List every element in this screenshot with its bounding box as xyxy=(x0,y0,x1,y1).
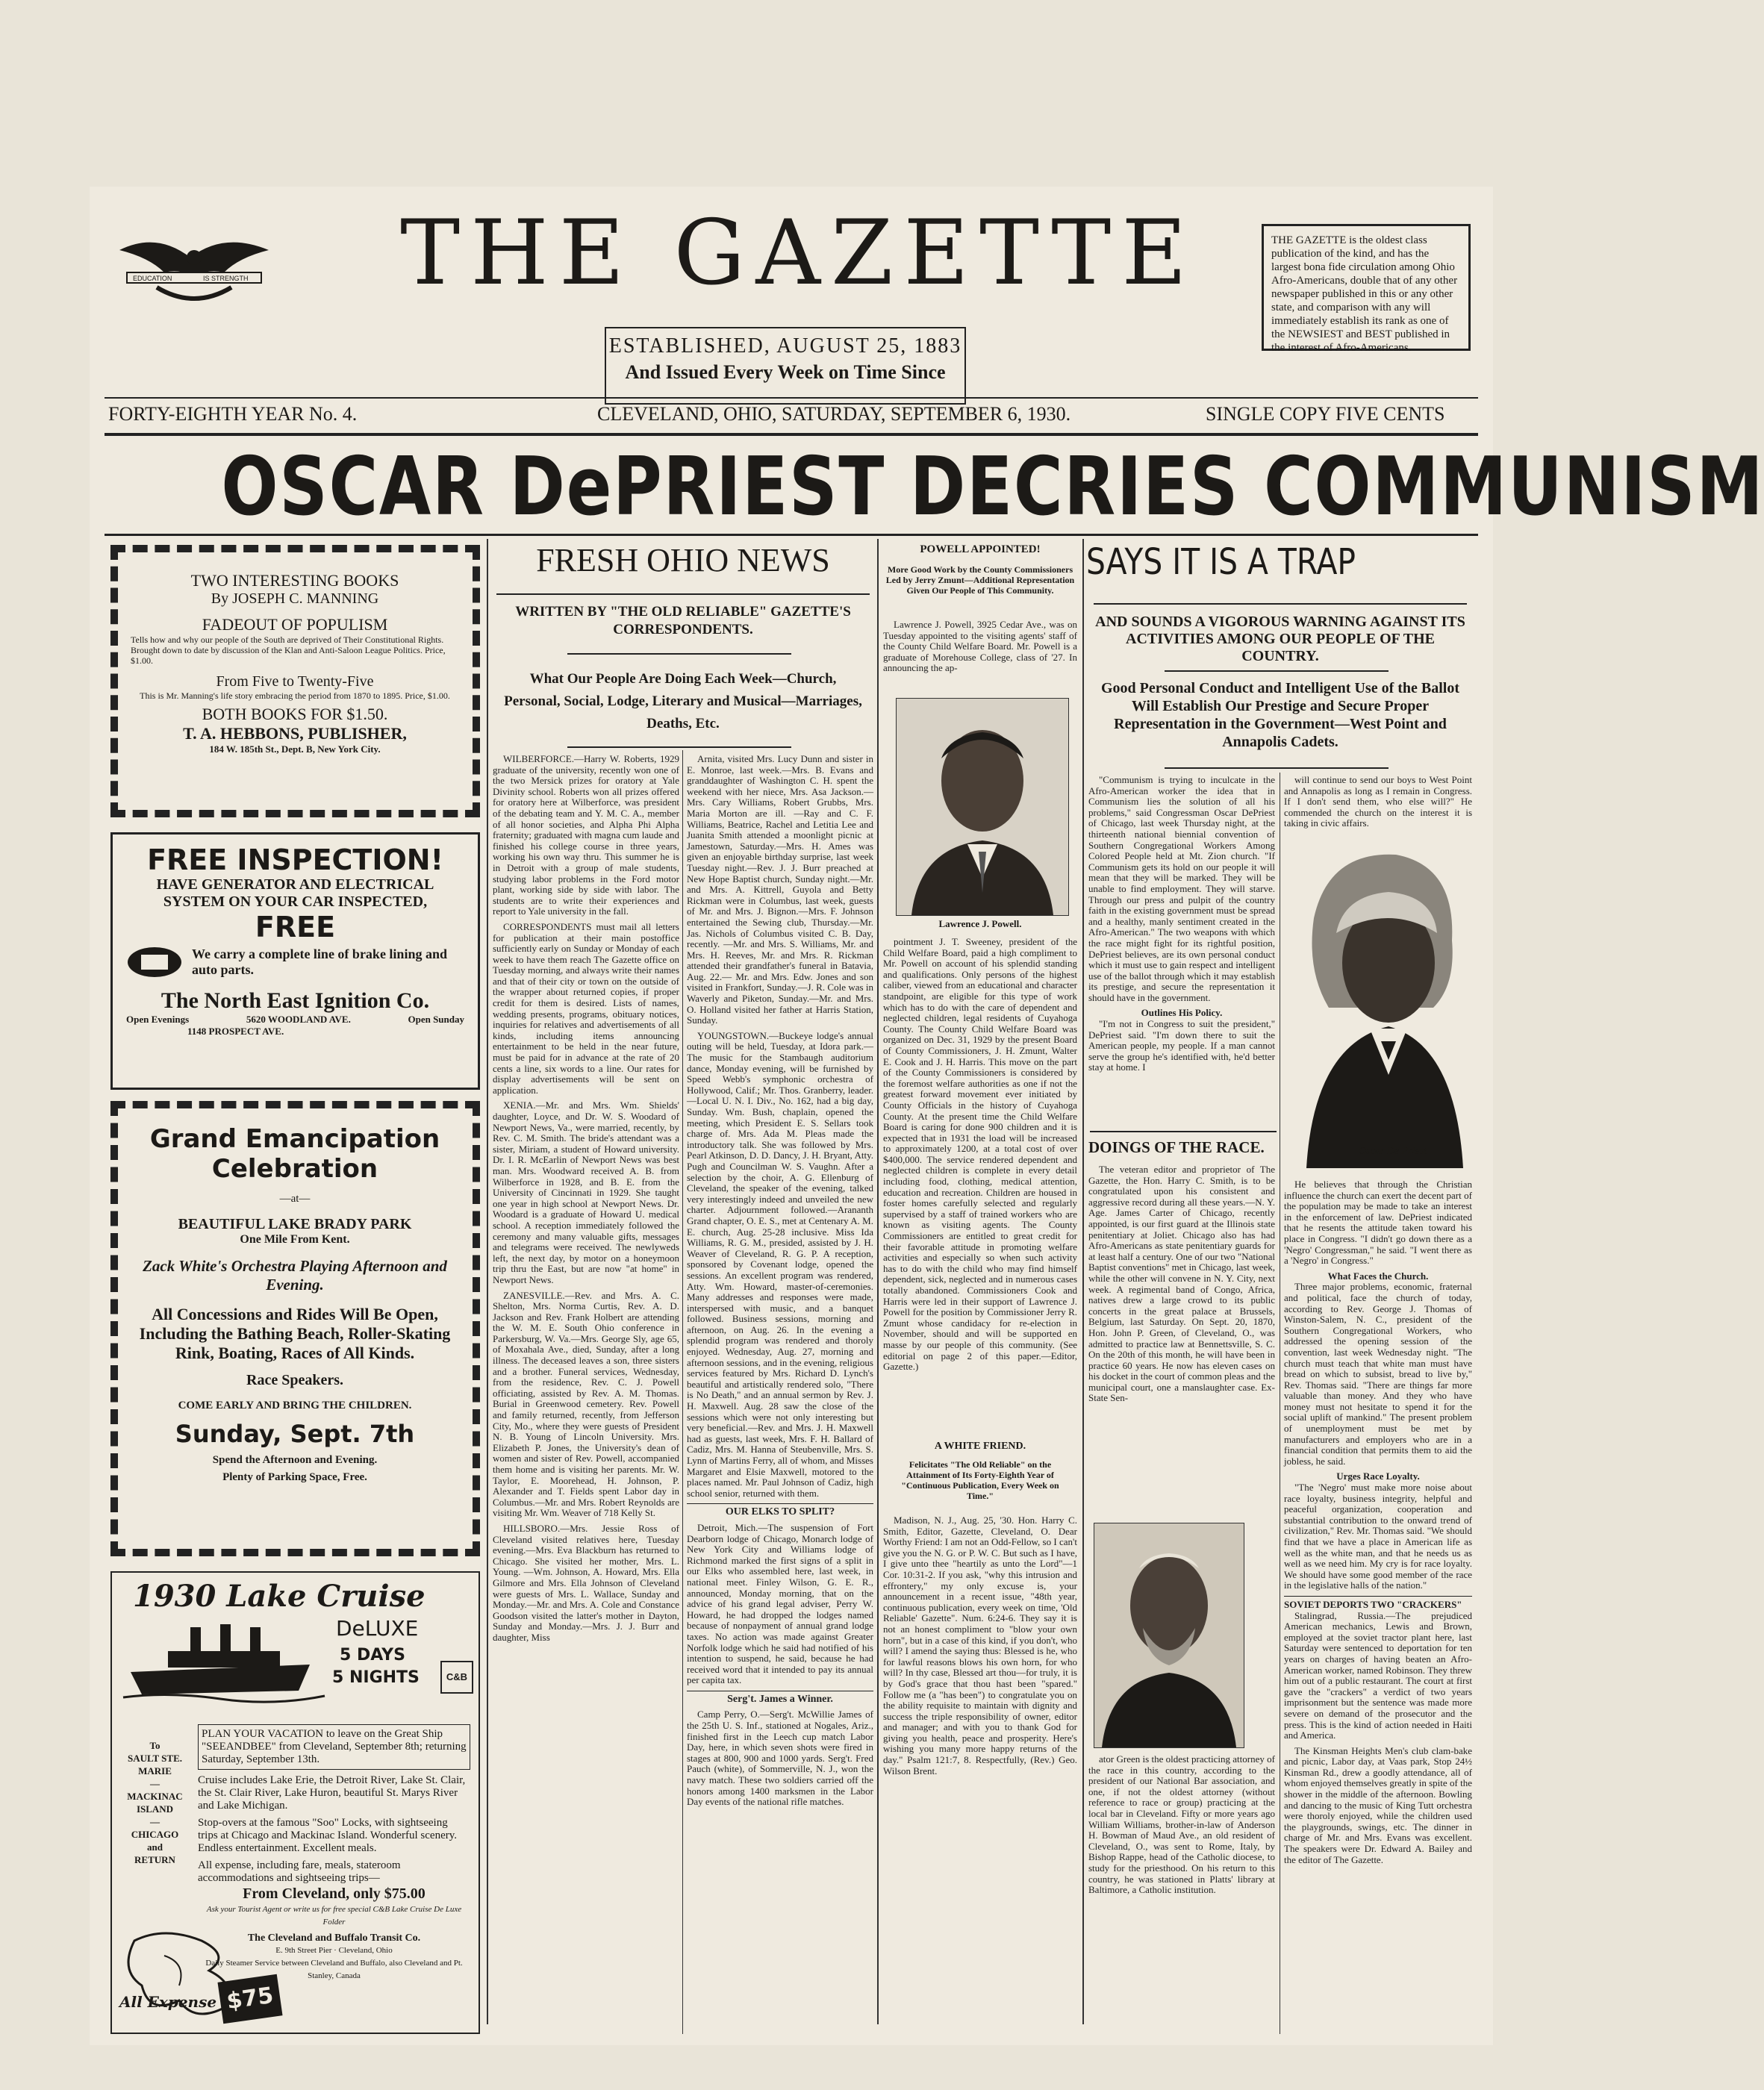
fresh-ohio-column-1 xyxy=(493,754,679,2038)
doings-headline: DOINGS OF THE RACE. xyxy=(1088,1138,1265,1156)
emancipation-title2: Celebration xyxy=(211,1154,378,1184)
news-paragraph: ZANESVILLE.—Rev. and Mrs. A. C. Shelton, Mrs. Norma Curtis, Rev. A. D. Jackson and Rev. Frank Holbert are attending the W. M. E. South Ohio conference in Parkersburg, W. Va.—Mrs. George Sly, age 65, of Moxahala Ave., died, Sunday, after a long illness. The deceased leaves a son, three sisters and a brother. Funeral services, Wednesday, from the residence, Rev. C. J. Powell officiating, assisted by Rev. A. M. Thomas. Burial in Greenwood cemetery. Rev. Powell and family returned, recently, from Jefferson City, Mo., where they were guests of President N. B. Young of Lincoln University. Mrs. Elizabeth P. Jones, the University's dean of women and sister of Rev. Powell, accompanied them home and is visiting her parents. Mr. W. Taylor, E. Moorehead, H. Johnson, P. Alexander and T. Fields spent Labor day in Columbus.—Mr. and Mrs. Robert Reynolds are visiting Mr. Wm. Weaver of 718 Kelly St. xyxy=(493,1289,679,1519)
fresh-ohio-byline: WRITTEN BY "THE OLD RELIABLE" GAZETTE'S CORRESPONDENTS. xyxy=(515,604,851,637)
elks-headline: OUR ELKS TO SPLIT? xyxy=(687,1503,873,1518)
powell-intro: Lawrence J. Powell, 3925 Cedar Ave., was on Tuesday appointed to the visiting agents' staff of the County Child Welfare Board. Mr. Powell is a graduate of Morehouse College, class of '27. In announcing the ap- xyxy=(883,619,1077,674)
inspection-line2: We carry a complete line of brake lining and auto parts. xyxy=(192,946,447,977)
battery-icon xyxy=(125,943,184,981)
dateline-center: CLEVELAND, OHIO, SATURDAY, SEPTEMBER 6, 1930. xyxy=(597,403,1071,425)
faces-headline: What Faces the Church. xyxy=(1327,1270,1429,1282)
friend-article xyxy=(883,1515,1077,2030)
portrait-man-icon xyxy=(897,699,1068,915)
books-line1: TWO INTERESTING BOOKS xyxy=(190,571,399,590)
doings-article-cont xyxy=(1088,1754,1275,2030)
cruise-expense: All expense, including fare, meals, stateroom accommodations and sightseeing trips— xyxy=(198,1859,401,1884)
powell-deck: More Good Work by the County Commissioners Led by Jerry Zmunt—Additional Representation Given Our People of This Community. xyxy=(885,564,1075,596)
inspection-company: The North East Ignition Co. xyxy=(160,988,430,1013)
cruise-agents: Ask your Tourist Agent or write us for free special C&B Lake Cruise De Luxe Folder xyxy=(206,1905,462,1927)
cruise-deluxe: DeLUXE xyxy=(336,1616,419,1641)
news-paragraph: WILBERFORCE.—Harry W. Roberts, 1929 graduate of the university, recently won one of the two Mersick prizes for oratory at Yale Divinity school. Roberts won all prizes offered for oratory here at Wilberforce, was president of the debating team and Y. M. C. A., member of all honor societies, and Alpha Phi Alpha fraternity; graduated with magna cum laude and finished his college course in three years, working his own way thru. This summer he is in Detroit with a group of male students, studying labor problems in the Ford motor plant, working side by side with labor. The students are to write their experiences and report to Yale university in the fall. xyxy=(493,753,679,917)
established-since: And Issued Every Week on Time Since xyxy=(625,361,946,383)
cruise-price: From Cleveland, only $75.00 xyxy=(243,1885,426,1902)
news-paragraph: Arnita, visited Mrs. Lucy Dunn and sister in E. Monroe, last week.—Mrs. B. Evans and granddaughter of Washington C. H. spent the weekend with her niece, Mrs. Asa Jackson.—Mrs. Cary Williams, Robert Grubbs, Mrs. Maria Morton are ill. —Ray and C. F. Williams, Beatrice, Rachel and Letitia Lee and Juanita Smith attended a moonlight picnic at Jamestown, Saturday.—Mrs. H. Ames was given an enjoyable birthday surprise, last week Tuesday night.—Rev. J. J. Burr preached at New Hope Baptist church, Sunday night.—Mr. and Mrs. A. Kittrell, Guyola and Betty Rickman were in Columbus, last week, guests of Mr. and Mrs. J. Bignon.—Mrs. F. Johnson entertained the Sewing club, Thursday.—Mr. Jas. Nichols of Columbus visited C. B. Day, recently. —Mr. and Mrs. S. Williams, Mr. and Mrs. H. Reeves, Mr. and Mrs. R. Rickman attended their grandfather's funeral in Batavia, Aug. 22.— Mr. and Mrs. Edw. Jones and son visited in Frankfort, Sunday.—J. R. Cole was in Waverly and Piketon, Sunday.—Mr. and Mrs. O. Holland visited her father at Harris Station, Sunday. xyxy=(687,753,873,1026)
kinsman-text: The Kinsman Heights Men's club clam-bake and picnic, Labor day, at Vaas park, Stop 24½ Kinsman Rd., drew a goodly attendance, all of whom enjoyed themselves greatly in spite of the shower in the middle of the afternoon. Bowling and dancing to the music of King Tutt orchestra were thoroly enjoyed, while the children used the playgrounds, swings, etc. The dinner in charge of Mr. and Mrs. Evans was excellent. The speakers were Dr. Edward A. Bailey and the editor of The Gazette. xyxy=(1284,1744,1472,1865)
depriest-caption: Oscar De Priest xyxy=(1359,1146,1427,1157)
inspection-address2: 1148 PROSPECT AVE. xyxy=(187,1026,284,1037)
cruise-company-addr: E. 9th Street Pier · Cleveland, Ohio xyxy=(275,1946,393,1955)
emancipation-parking: Plenty of Parking Space, Free. xyxy=(222,1471,367,1483)
news-paragraph: YOUNGSTOWN.—Buckeye lodge's annual outing will be held, Tuesday, at Idora park.—The music for the Stambaugh auditorium dance, Monday evening, will be furnished by Speed Webb's symphonic orchestra of Hollywood, Calif.; Mr. Thos. Granberry, leader.—Local U. N. I. Div., No. 162, had a big day, Sunday. Wm. Bush, chaplain, opened the meeting, which President E. S. Sellars took charge of. Mrs. Ada M. Pleas made the introductory talk. She was followed by Mrs. Pearl Atkinson, D. D. Dancy, J. H. Bryant, Atty. Pugh and Councilman W. S. Vaughn. After a selection by the choir, A. G. Ellenburg of Cleveland, the speaker of the evening, talked very interestingly indeed and unveiled the new charter. Adjournment followed.—Arananth Grand chapter, O. E. S., met at Centenary A. M. E. church, Aug. 25-28 inclusive. Miss Ida Williams, R. G. M., presided, assisted by J. H. Weaver of Cleveland, R. G. P. A reception, sponsored by Covenant lodge, opened the sessions. An excellent program was rendered, Atty. Wm. Howard, master-of-ceremonies. Many addresses and responses were made, interspersed with music, and a banquet followed. Business sessions, morning and afternoon, on Aug. 26. In the evening a splendid program was rendered and thoroly enjoyed. Wednesday, Aug. 27, morning and afternoon sessions, and in the evening, religious services featured by Mrs. Richard D. Lynch's beautiful and artistically rendered solo, "There is No Death," and an annual sermon by Rev. J. H. Maxwell. Aug. 28 saw the close of the sessions which were not only interesting but very beneficial.—Rev. and Mrs. J. H. Maxwell had as guests, last week, Mrs. F. H. Ballard of Cadiz, Mrs. M. Hanna of Steubenville, Mrs. S. Lynn of Martins Ferry, all of whom, and Misses Margaret and Elsie Maxwell, motored to the places named. Mr. Paul Johnson of Cadiz, high school senior, returned with them. xyxy=(687,1029,873,1499)
trap-column-a xyxy=(1088,775,1275,1126)
trap-col-b2-text: He believes that through the Christian influence the church can exert the decent part of the population may be made to take an interest in the enforcement of law. DePriest indicated that he resents the attitude taken toward his place in Congress. "I didn't go down there as a 'Negro' Congressman," he said. "I went there as a 'Negro' in Congress." xyxy=(1284,1179,1472,1267)
emancipation-date: Sunday, Sept. 7th xyxy=(175,1420,415,1448)
green-portrait xyxy=(1094,1523,1244,1748)
cruise-route-item: To xyxy=(149,1740,160,1751)
urges-headline: Urges Race Loyalty. xyxy=(1336,1470,1420,1482)
books-author: By JOSEPH C. MANNING xyxy=(211,590,379,607)
powell-body: pointment J. T. Sweeney, president of the Child Welfare Board, paid a high compliment to Mr. Powell on account of his splendid standing and qualifications. Only persons of the highest caliber, viewed from an educational and character standpoint, are eligible for this type of work which has to do with the care of dependent and neglected children, legal residents of Cuyahoga County. The County Child Welfare Board was organized on Dec. 31, 1929 by the present Board of County Commissioners, J. H. Zmunt, Walter E. Cook and J. H. Harris. This move on the part of the County Commissioners is considered by the foremost welfare authorities as one if not the greatest forward movement ever initiated by County Officials in the history of Cuyahoga County. At the present time the Child Welfare Board is caring for done 900 children and it is expected that in 1931 the load will be increased to approximately 1200, at a total cost of over $400,000. The service rendered dependent and neglected children is complete in every detail including food, clothing, medical attention, education and recreation. Children are housed in foster homes carefully selected and regularly supervised by a staff of trained workers who are known as visiting agents. The County Commissioners are entitled to great credit for their favorable attitude in promoting welfare activities and especially so when such activity has to do with the child who may find himself dependent, sick, neglected and in numerous cases totally abandoned. Commissioners Cook and Harris were led in their support of Lawrence J. Powell for the position by Commissioner Jerry R. Zmunt whose candidacy for re-election in November, should and will be supported en masse by our people of this community. (See editorial on page 2 of this paper.—Editor, Gazette.) xyxy=(883,936,1077,1373)
depriest-portrait xyxy=(1284,836,1472,1168)
cruise-nights: 5 NIGHTS xyxy=(332,1668,420,1687)
trap-column-b2 xyxy=(1284,1179,1472,2030)
trap-deck1: AND SOUNDS A VIGOROUS WARNING AGAINST ITS ACTIVITIES AMONG OUR PEOPLE OF THE COUNTRY. xyxy=(1095,614,1465,664)
main-headline: OSCAR DePRIEST DECRIES COMMUNISM xyxy=(221,440,1764,534)
books-title1: FADEOUT OF POPULISM xyxy=(202,615,388,634)
inspection-free: FREE xyxy=(255,911,336,943)
inspection-hours-right: Open Sunday xyxy=(408,1014,464,1025)
news-paragraph: CORRESPONDENTS must mail all letters for publication at their main postoffice sufficiently early on Sunday or Monday of each week to have them reach The Gazette office on Tuesday morning, and always write their names and that of their city or town on the outside of the wrapper about returned copies, if proper credit for them is desired. Lists of names, wedding presents, programs, obituary notices, inquiries for relatives and advertisements of all kinds, including items announcing entertainment to be held in the near future, must be paid for in advance at the rate of 20 cents a line, six words to a line. Our rates for display advertisements will be sent on application. xyxy=(493,920,679,1096)
inspection-title: FREE INSPECTION! xyxy=(147,843,443,876)
news-paragraph: HILLSBORO.—Mrs. Jessie Ross of Cleveland visited relatives here, Tuesday evening.—Mrs. Eva Blackburn has returned to Chicago. She visited her mother, Mrs. L. Young. —Wm. Johnson, A. Howard, Mrs. Ella Gilmore and Mrs. Ella Johnson of Cleveland were guests of Mrs. L. Wallace, Sunday and Monday.—Mr. and Mrs. A. Cole and Constance Goodson visited the latter's mother in Dayton, Sunday and Monday.—Mrs. J. J. Burr and daughter, Miss xyxy=(493,1522,679,1643)
powell-article xyxy=(883,937,1077,1433)
inspection-ad xyxy=(110,832,480,1090)
fresh-ohio-column-2 xyxy=(687,754,873,2038)
emblem-left-text: EDUCATION xyxy=(133,275,172,282)
portrait-elder-icon xyxy=(1094,1523,1244,1747)
emancipation-concessions: All Concessions and Rides Will Be Open, Including the Bathing Beach, Roller-Skating Rink, Boating, Races of All Kinds. xyxy=(139,1305,451,1362)
inspection-address1: 5620 WOODLAND AVE. xyxy=(246,1014,351,1025)
books-desc1: Tells how and why our people of the South are deprived of Their Constitutional Rights. Brought down to date by discussion of the Klan and Anti-Saloon League Politics. Price, $1.00. xyxy=(131,634,446,666)
cruise-title: 1930 Lake Cruise xyxy=(133,1579,426,1614)
soviet-headline: SOVIET DEPORTS TWO "CRACKERS" xyxy=(1284,1596,1472,1611)
trap-col-a-text: "Communism is trying to inculcate in the Afro-American worker the idea that in Communism lies the solution of all his problems," said Congressman Oscar DePriest of Chicago, last week Thursday night, at the thirteenth national biennial convention of Southern Congregational Workers Among Colored People held at Mt. Zion church. "If Communism gets its hold on our people it will mean that they will be marked. They will be unable to find employment. They will starve. Through our press and pulpit of the country faith in the existing government must be spread and a healthy, manly sentiment created in the Afro-American." The two weapons with which the race might fight for its rightful position, DePriest believes, are its own personal conduct which it must use to gain respect and intelligent use of the ballot through which it may establish its prestige, and secure the representation it should have in the government. xyxy=(1088,774,1275,1003)
portrait-depriest-icon xyxy=(1284,836,1472,1168)
emancipation-orchestra: Zack White's Orchestra Playing Afternoon and Evening. xyxy=(143,1257,447,1294)
cruise-stopovers: Stop-overs at the famous "Soo" Locks, with sightseeing trips at Chicago and Mackinac Island. Wonderful scenery. Endless entertainment. Excellent meals. xyxy=(198,1817,458,1854)
urges-text: "The 'Negro' must make more noise about race loyalty, business integrity, helpful and peaceful organization, cooperation and substantial contribution to the onward trend of civilization," Rev. Mr. Thomas said. "We should find that we have a place in American life as well as the white man, and that he needs us as well as we need him. My cry is for race loyalty. We should have some good member of the race in the legislative halls of the nation." xyxy=(1284,1482,1472,1591)
fresh-ohio-deck: What Our People Are Doing Each Week—Church, Personal, Social, Lodge, Literary and Musical—Marriages, Deaths, Etc. xyxy=(504,671,862,732)
soviet-text: Stalingrad, Russia.—The prejudiced American mechanics, Lewis and Brown, employed at the soviet tractor plant here, last Saturday were sentenced to deportation for ten years on charges of having beaten an Afro-American worker, named Robinson. They threw him out of a public restaurant. The court at first gave the "crackers" a verdict of two years imprisonment but the sentence was made more severe on demand of the prosecutor and the press. This is the kind of action needed in Haiti and America. xyxy=(1284,1609,1472,1741)
emancipation-title1: Grand Emancipation xyxy=(149,1124,440,1154)
dateline-left: FORTY-EIGHTH YEAR No. 4. xyxy=(108,403,358,425)
trap-col-b-text: will continue to send our boys to West Point and Annapolis as long as I remain in Congress. If I don't send them, who else will?" He commended the church on the interest it is taking in civic affairs. xyxy=(1284,774,1472,829)
powell-caption: Lawrence J. Powell. xyxy=(938,918,1022,929)
cruise-days: 5 DAYS xyxy=(340,1646,405,1665)
cruise-route-item: — xyxy=(150,1778,160,1789)
faces-text: Three major problems, economic, fraternal and political, face the church of today, according to Rev. George J. Thomas of Winston-Salem, N. C., president of the Southern Congregational Workers, who addressed the opening session of the convention, last week Wednesday night. "The church must teach that white man must have bread on which to subsist, bread to live by," Rev. Thomas said. "There are things far more valuable than money. And they who have money must not hesitate to spend it for the social uplift of mankind." The present problem of unemployment must be met by manufacturers and employers who are in a financial condition that permits them to aid the jobless, he said. xyxy=(1284,1281,1472,1467)
elks-article: Detroit, Mich.—The suspension of Fort Dearborn lodge of Chicago, Monarch lodge of New York City and Williams lodge of Richmond marked the first signs of a split in our Elks who assembled here, last week, in national meet. Finley Wilson, G. E. R., announced, Monday morning, that on the advice of his grand legal adviser, Perry W. Howard, he had dropped the lodges named because of nonpayment of annual grand lodge taxes. No action was made against Greater Norfolk lodge which he said had notified of his intention to suspend, he said, because he had received word that it intended to pay its annual per capita tax. xyxy=(687,1521,873,1686)
cruise-route-item: SAULT STE. MARIE xyxy=(128,1753,182,1776)
emancipation-children: COME EARLY AND BRING THE CHILDREN. xyxy=(178,1400,412,1411)
cruise-includes: Cruise includes Lake Erie, the Detroit River, Lake St. Clair, the St. Clair River, Lake Huron, beautiful St. Marys River and Lake Michigan. xyxy=(198,1774,466,1812)
cruise-daily: Daily Steamer Service between Cleveland and Buffalo, also Cleveland and Pt. Stanley, Canada xyxy=(205,1959,463,1980)
cruise-route-item: CHICAGO xyxy=(131,1829,179,1840)
emancipation-speakers: Race Speakers. xyxy=(246,1372,343,1388)
trap-column-b xyxy=(1284,775,1472,835)
news-paragraph: XENIA.—Mr. and Mrs. Wm. Shields' daughter, Loyce, and Dr. W. S. Woodard of Newport News, Va., were married, recently, by Rev. C. M. Smith. The bride's attendant was a sister, Miriam, a student of Howard university. Dr. I. R. McEarlin of Newport News was best man. Mrs. Woodward received A. B. from Wilberforce in 1928, and B. E. from the University of Cincinnati in 1929. She taught one year in high school at Newport News. Dr. Woodard is a graduate of Howard U. medical school. A reception immediately followed the ceremony and many valuable gifts, messages and telegrams were received. The newlyweds left, the next day, by motor on a honeymoon trip thru the East, but are now "at home" in Newport News. xyxy=(493,1099,679,1285)
inspection-line1: HAVE GENERATOR AND ELECTRICAL SYSTEM ON YOUR CAR INSPECTED, xyxy=(156,876,434,910)
steamship-icon xyxy=(123,1620,325,1702)
powell-headline: POWELL APPOINTED! xyxy=(920,543,1041,555)
fresh-ohio-title: FRESH OHIO NEWS xyxy=(536,542,830,578)
trap-headline: SAYS IT IS A TRAP xyxy=(1086,541,1356,583)
friend-body: Madison, N. J., Aug. 25, '30. Hon. Harry C. Smith, Editor, Gazette, Cleveland, O. Dear Worthy Friend: I am not an Odd-Fellow, so I can't give you the N. G. or P. W. C. But such as I have, I give unto thee "heartily as unto the Lord"—1 Cor. 10:31-2. If you ask, "why this intrusion and effrontery," my only excuse is, your announcement in a recent issue, "48th year, continuous publication, every week on time, 'Old Reliable' Gazette". Num. 6:24-6. They say it is not an honest compliment to "blow your own horn", but in a case of this kind, if you don't, who will? I amend the saying thus: Blessed is he, who for lawful reasons blows his own horn, for who will? In thy case, Blessed art thou—for truly, it is by God's grace that thou hast been "spared." Follow me (a "has been") to congratulate you on the ability requisite to maintain with dignity and success the triple responsibility of owner, editor and manager; and with you to thank God for giving you health, peace and prosperity. Here's wishing you many more happy returns of the day." Psalm 121:7, 8. Respectfully, (Rev.) Geo. Wilson Brent. xyxy=(883,1515,1077,1776)
emblem-right-text: IS STRENGTH xyxy=(203,275,249,282)
masthead-title: THE GAZETTE xyxy=(400,202,1197,305)
cruise-route-item: and xyxy=(147,1841,163,1853)
circulation-box: THE GAZETTE is the oldest class publication of the kind, and has the largest bona fide circulation among Ohio Afro-Americans, double that of any other newspaper published in this or any other state, and comparison with any will immediately establish its rank as one of the NEWSIEST and BEST published in the interest of Afro-Americans. xyxy=(1262,224,1471,351)
books-title2: From Five to Twenty-Five xyxy=(216,673,374,690)
cruise-route-item: — xyxy=(150,1816,160,1827)
books-address: 184 W. 185th St., Dept. B, New York City. xyxy=(209,743,381,755)
eagle-emblem-icon xyxy=(112,228,276,310)
established-box xyxy=(605,327,966,405)
doings-article xyxy=(1088,1164,1275,1515)
books-publisher: T. A. HEBBONS, PUBLISHER, xyxy=(183,724,407,743)
cruise-all-expense: All Expense xyxy=(119,1993,217,2011)
cruise-route-item: MACKINAC ISLAND xyxy=(127,1791,183,1815)
emancipation-place: BEAUTIFUL LAKE BRADY PARK xyxy=(178,1216,412,1232)
dateline-right: SINGLE COPY FIVE CENTS xyxy=(1206,403,1445,425)
cruise-company: The Cleveland and Buffalo Transit Co. xyxy=(247,1933,421,1944)
emancipation-at: —at— xyxy=(279,1193,311,1205)
cruise-route xyxy=(119,1739,190,1866)
policy-headline: Outlines His Policy. xyxy=(1141,1007,1223,1019)
friend-deck: Felicitates "The Old Reliable" on the Attainment of Its Forty-Eighth Year of "Continuous Publication, Every Week on Time." xyxy=(901,1459,1059,1501)
cruise-price-badge: $75 xyxy=(217,1974,282,2024)
emancipation-spend: Spend the Afternoon and Evening. xyxy=(212,1454,378,1466)
powell-portrait xyxy=(896,698,1069,916)
emancipation-place2: One Mile From Kent. xyxy=(240,1233,350,1246)
sergt-headline: Serg't. James a Winner. xyxy=(687,1691,873,1706)
inspection-hours-left: Open Evenings xyxy=(126,1014,190,1025)
sergt-article: Camp Perry, O.—Serg't. McWillie James of the 25th U. S. Inf., stationed at Nogales, Ariz., finished first in the Leech cup match Labor Day, here, in which seven shots were fired in stages at 800, 900 and 1000 yards. Serg't. Fred Pauch (white), of Sommerville, N. J., won the navy match. These two soldiers carried off the honors among 1400 marksmen in the Labor Day events of the national rifle matches. xyxy=(687,1709,873,1808)
cruise-route-item: RETURN xyxy=(134,1854,175,1865)
trap-deck2: Good Personal Conduct and Intelligent Use of the Ballot Will Establish Our Prestige and Secure Proper Representation in the Government—West Point and Annapolis Cadets. xyxy=(1100,680,1460,750)
established-line: ESTABLISHED, AUGUST 25, 1883 xyxy=(608,334,962,358)
friend-headline: A WHITE FRIEND. xyxy=(934,1441,1026,1452)
books-offer: BOTH BOOKS FOR $1.50. xyxy=(202,705,388,723)
policy-text: "I'm not in Congress to suit the president," DePriest said. "I'm down there to suit the American people, my people. If a man cannot serve the group he's identified with, he'd better stay at home. I xyxy=(1088,1018,1275,1073)
cruise-plan: PLAN YOUR VACATION to leave on the Great Ship "SEEANDBEE" from Cleveland, September 8th; returning Saturday, September 13th. xyxy=(198,1724,470,1770)
doings-body: The veteran editor and proprietor of The Gazette, the Hon. Harry C. Smith, is to be congratulated upon his consistent and aggressive record during all these years.—N. Y. Age. James Carter of Chicago, recently appointed, is our first guard at the Illinois state penitentiary at Joliet. Chicago also has had Afro-Americans as state penitentiary guards for at least half a century. One of our two "National Baptist conventions" met in Chicago, last week, while the other will convene in N. Y. City, next week. A regimental band of Congo, Africa, natives drew a large crowd to its public concerts in the great palace at Brussels, Belgium, last Saturday. On Sept. 20, 1870, Hon. John P. Green, of Cleveland, O., was admitted to practice law at Bennettsville, S. C. On the 20th of this month, he will have been in practice 60 years. He now has eleven cases on his docket in the court of common pleas and the municipal court, one a manslaughter case. Ex-State Sen- xyxy=(1088,1164,1275,1404)
doings-body2: ator Green is the oldest practicing attorney of the race in this country, according to the president of our National Bar association, and one, if not the oldest attorney (without reference to race or group) practicing at the local bar in Cleveland. Fifty or more years ago William Williams, brother-in-law of Anderson H. Bowman of Maud Ave., an old resident of Cleveland, O., was sent to Rome, Italy, by Bishop Rappe, head of the Catholic diocese, to study for the priesthood. On his return to this country, he was stationed in Platts' library at Baltimore, a Catholic institution. xyxy=(1088,1753,1275,1896)
books-desc2: This is Mr. Manning's life story embracing the period from 1870 to 1895. Price, $1.00. xyxy=(140,690,450,701)
cruise-logo: C&B xyxy=(440,1661,473,1694)
